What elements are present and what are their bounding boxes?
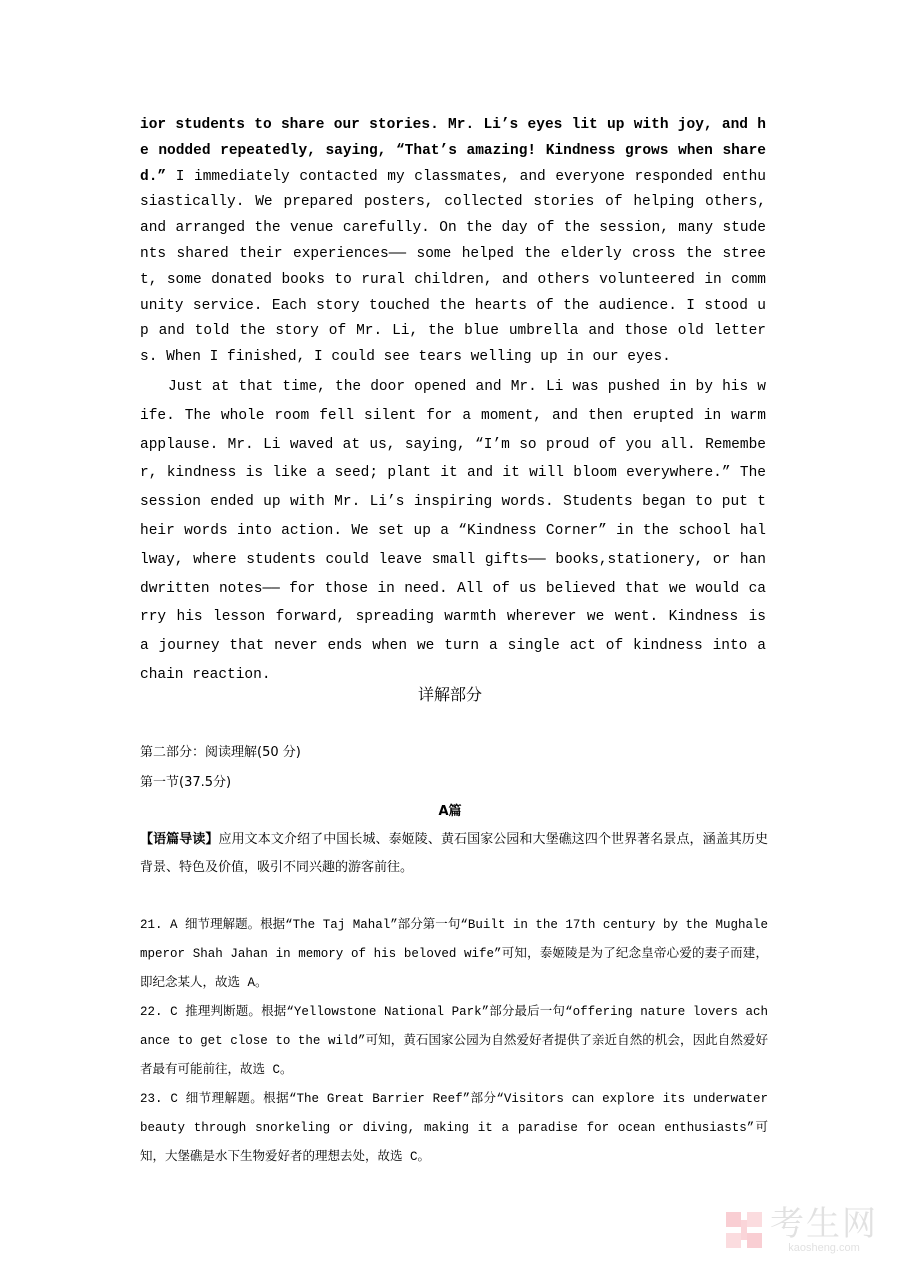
passage-guide	[140, 826, 768, 882]
section-title: 详解部分	[417, 685, 482, 704]
essay-bold-text: ior students to share our stories. Mr. Li’s eyes lit up with joy, and he nodded repeatedly, saying, “That’s amazing! Kindness grows when shared.”	[140, 117, 766, 185]
logo-icon	[724, 1210, 764, 1250]
watermark-text: 考生网	[770, 1204, 878, 1244]
essay-text	[140, 113, 766, 690]
part-heading: 第二部分：阅读理解(50 分)	[140, 745, 301, 760]
essay-paragraph-2: Just at that time, the door opened and Mr. Li was pushed in by his wife. The whole room fell silent for a moment, and then erupted in warm applause. Mr. Li waved at us, saying, “I’m so proud of you all. Remember, kindness is like a seed; plant it and it will bloom everywhere.” The session ended up with Mr. Li’s inspiring words. Students began to put their words into action. We set up a “Kindness Corner” in the school hallway, where students could leave small gifts—— books,stationery, or handwritten notes—— for those in need. All of us believed that we would carry his lesson forward, spreading warmth wherever we went. Kindness is a journey that never ends when we turn a single act of kindness into a chain reaction.	[140, 378, 766, 683]
essay-regular-text: I immediately contacted my classmates, and everyone responded enthusiastically. We prepared posters, collected stories of helping others, and arranged the venue carefully. On the day of the session, many students shared their experiences—— some helped the elderly cross the street, some donated books to rural children, and others volunteered in community service. Each story touched the hearts of the audience. I stood up and told the story of Mr. Li, the blue umbrella and those old letters. When I finished, I could see tears welling up in our eyes.	[140, 168, 766, 366]
answer-item: 22. C 推理判断题。根据“Yellowstone National Park”部分最后一句“offering nature lovers achance to get close to the wild”可知，黄石国家公园为自然爱好者提供了亲近自然的机会，因此自然爱好者最有可能前往，故选 C。	[140, 1005, 768, 1077]
guide-text: 应用文本文介绍了中国长城、泰姬陵、黄石国家公园和大堡礁这四个世界著名景点，涵盖其历史背景、特色及价值，吸引不同兴趣的游客前往。	[140, 832, 768, 875]
answer-item: 23. C 细节理解题。根据“The Great Barrier Reef”部分“Visitors can explore its underwater beauty through snorkeling or diving, making it a paradise for ocean enthusiasts”可知，大堡礁是水下生物爱好者的理想去处，故选 C。	[140, 1092, 768, 1164]
watermark-url: kaosheng.com	[788, 1242, 860, 1254]
section-heading: 第一节(37.5分)	[140, 775, 232, 790]
answer-list	[140, 911, 768, 1172]
watermark	[724, 1206, 878, 1254]
answer-item: 21. A 细节理解题。根据“The Taj Mahal”部分第一句“Built in the 17th century by the Mughalemperor Shah Jahan in memory of his beloved wife”可知，泰姬陵是为了纪念皇帝心爱的妻子而建，即纪念某人，故选 A。	[140, 918, 768, 990]
passage-title: A篇	[438, 804, 462, 819]
essay-paragraph-1	[140, 113, 766, 371]
guide-tag: 【语篇导读】	[140, 832, 219, 847]
